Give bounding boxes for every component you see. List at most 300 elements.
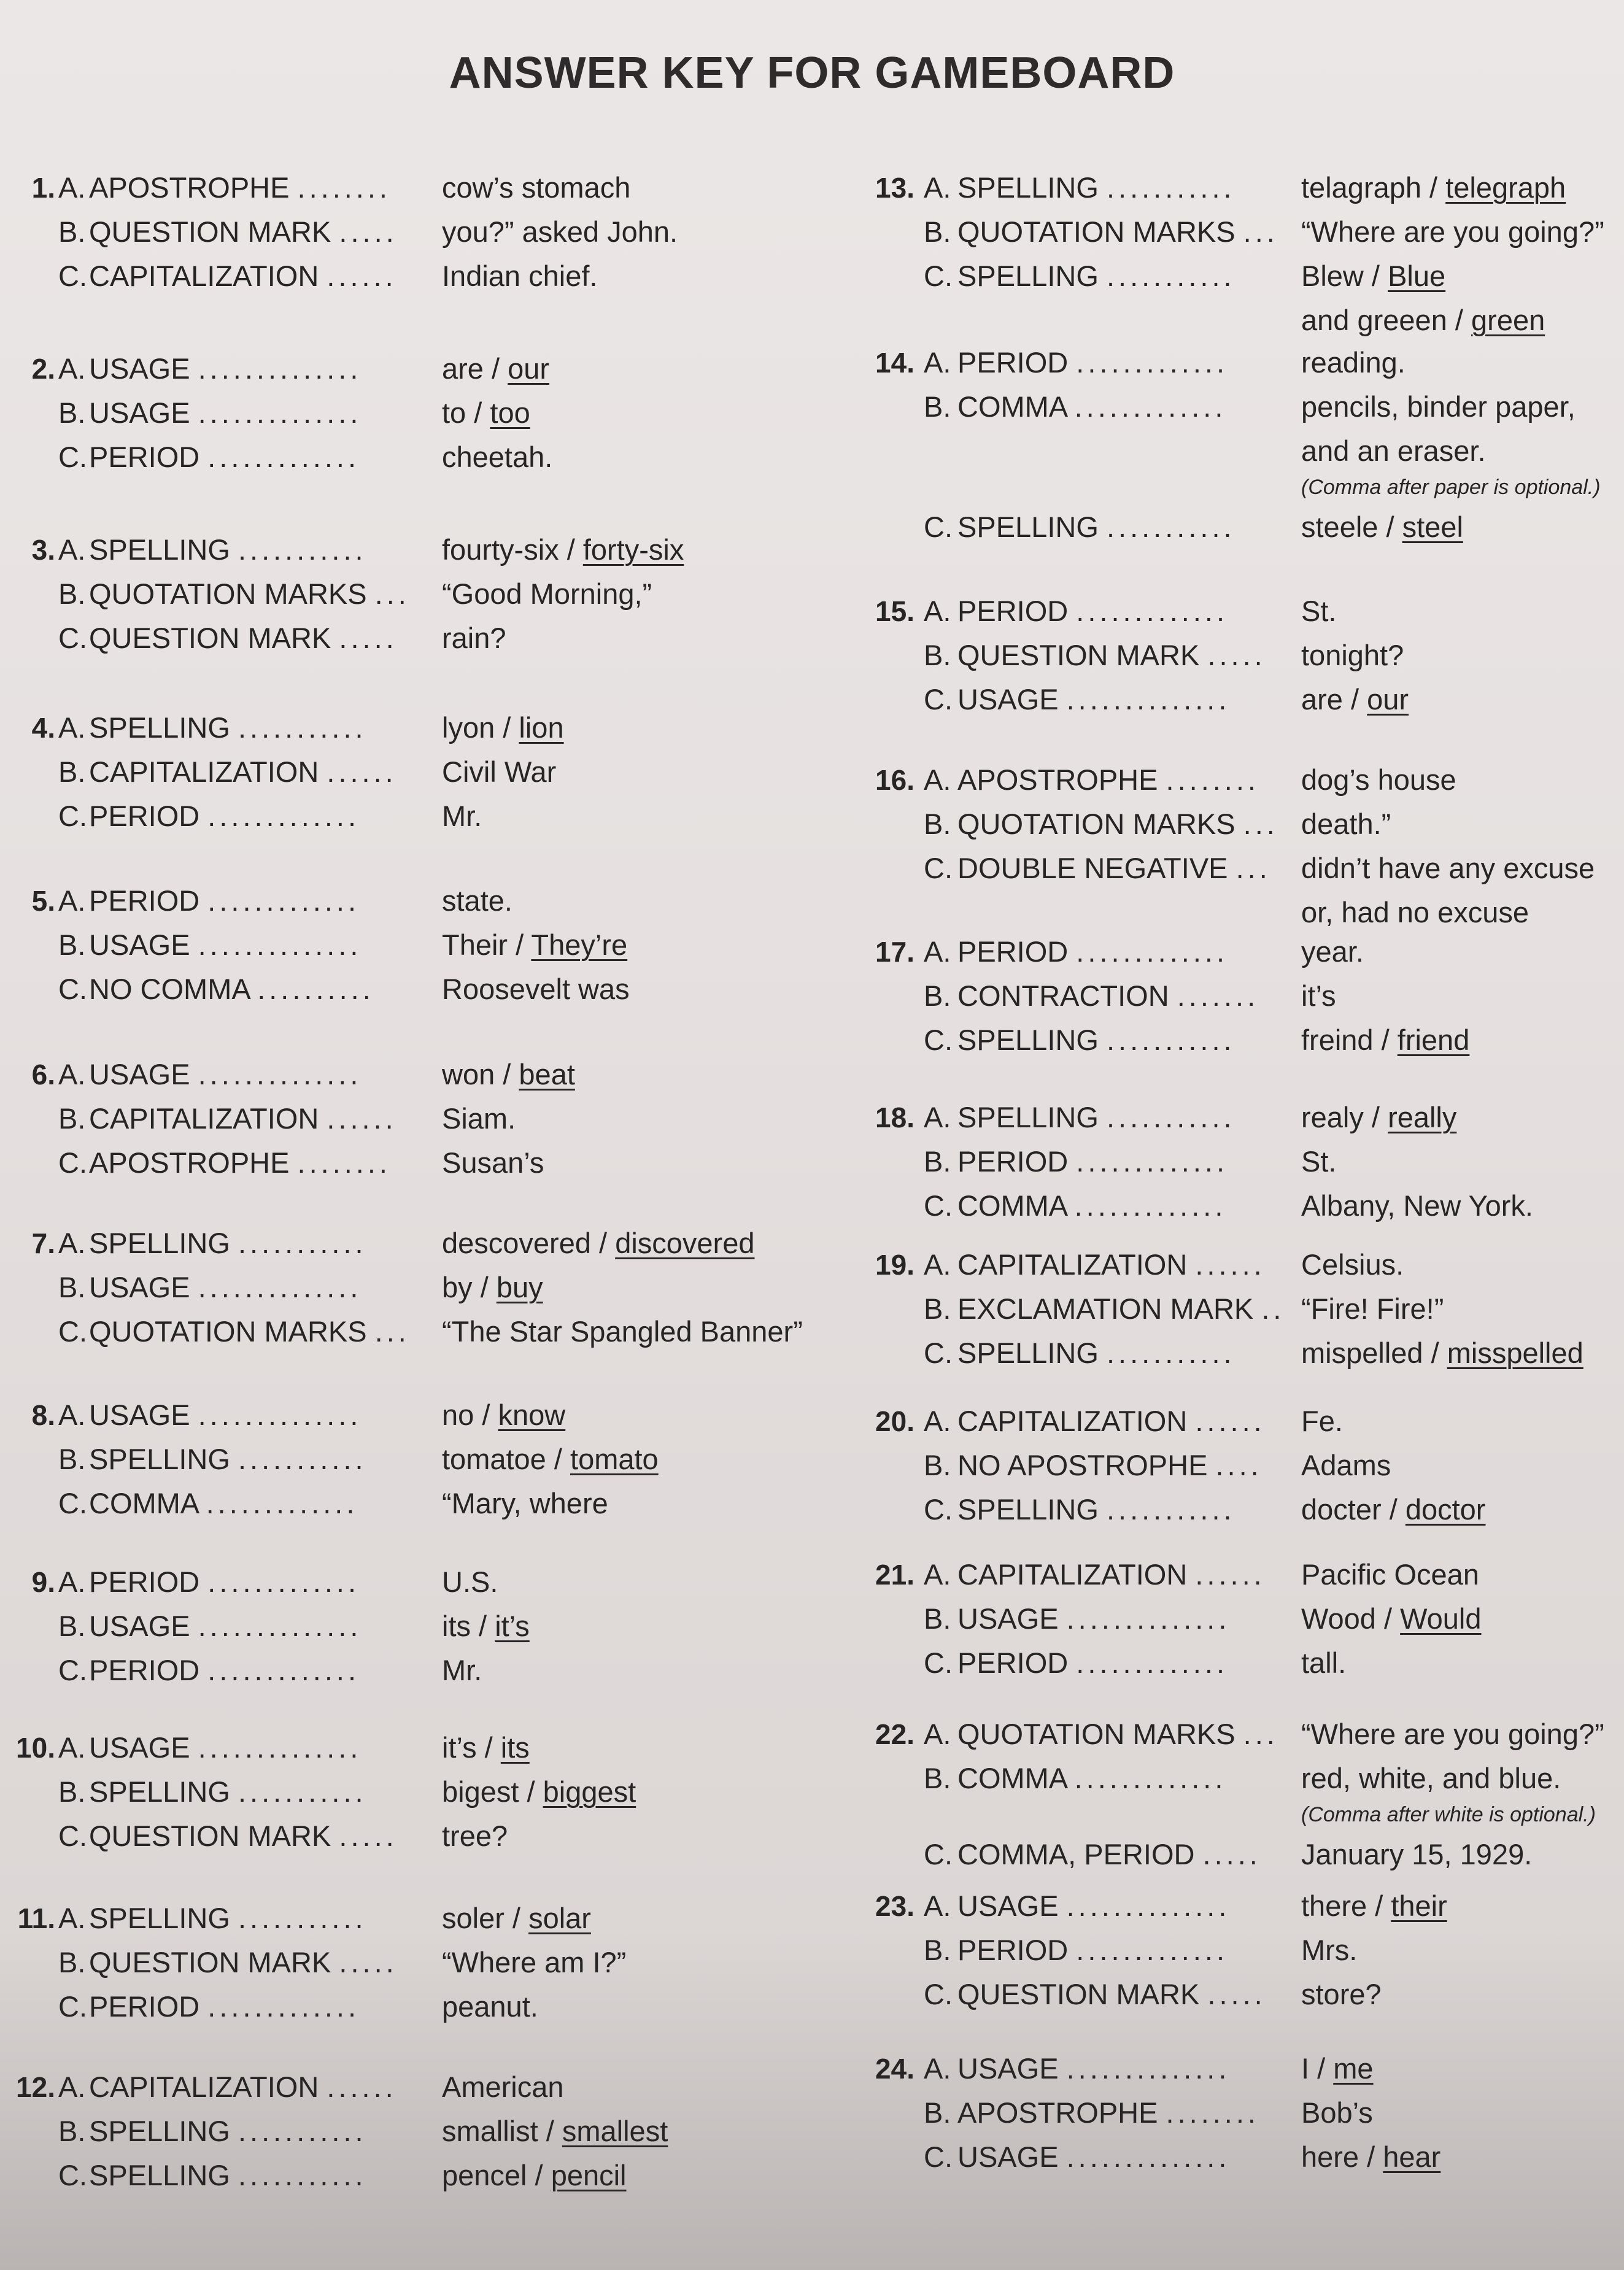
- part-answer: [1301, 1018, 1469, 1062]
- part-letter: A.: [58, 1565, 86, 1598]
- dot-leader: ...: [1243, 215, 1278, 248]
- part-answer: [1301, 1756, 1561, 1801]
- answer-row: [0, 1018, 1470, 1062]
- part-letter: B.: [58, 1102, 86, 1135]
- part-letter: A.: [58, 171, 86, 204]
- dot-leader: .............: [206, 1487, 358, 1519]
- category-label: CAPITALIZATION: [89, 2071, 319, 2103]
- dot-leader: ......: [327, 2071, 397, 2103]
- category-label: PERIOD: [957, 346, 1069, 379]
- category-label: SPELLING: [957, 1337, 1099, 1369]
- part-category: [957, 166, 1235, 210]
- category-label: SPELLING: [89, 2115, 230, 2147]
- part-category: [957, 1018, 1235, 1062]
- category-label: USAGE: [89, 1731, 190, 1764]
- dot-leader: ...: [374, 577, 410, 610]
- part-answer: [1301, 1928, 1357, 1972]
- category-label: QUOTATION MARKS: [957, 1718, 1235, 1750]
- part-letter: B.: [924, 1934, 951, 1966]
- part-answer: [1301, 1641, 1346, 1685]
- slash-separator: /: [1363, 260, 1388, 292]
- part-category: [957, 1331, 1235, 1375]
- dot-leader: ..............: [1066, 683, 1231, 716]
- category-label: CAPITALIZATION: [957, 1558, 1188, 1591]
- part-answer: [1301, 974, 1336, 1018]
- part-letter: B.: [924, 215, 951, 248]
- slash-separator: /: [472, 1271, 497, 1303]
- answer-text: it’s: [1301, 979, 1336, 1012]
- category-label: QUESTION MARK: [957, 1978, 1200, 2010]
- answer-text: “Where am I?”: [442, 1946, 627, 1979]
- part-letter: C.: [58, 622, 87, 654]
- category-label: PERIOD: [89, 441, 200, 473]
- category-label: USAGE: [957, 1890, 1059, 1922]
- misspelled-word: telagraph: [1301, 171, 1421, 204]
- category-label: CAPITALIZATION: [957, 1405, 1188, 1437]
- slash-separator: /: [1447, 304, 1472, 336]
- answer-row: [0, 1488, 1486, 1532]
- category-label: SPELLING: [89, 711, 230, 744]
- part-letter: B.: [924, 1145, 951, 1178]
- category-label: COMMA: [957, 1762, 1067, 1794]
- answer-text: store?: [1301, 1978, 1382, 2010]
- dot-leader: .............: [207, 800, 360, 832]
- category-label: SPELLING: [89, 533, 230, 566]
- category-label: QUESTION MARK: [89, 1820, 331, 1852]
- part-answer: [1301, 1443, 1391, 1488]
- dot-leader: ...........: [1106, 260, 1235, 292]
- correct-word: their: [1391, 1890, 1447, 1922]
- part-letter: B.: [58, 396, 86, 429]
- answer-text: “The Star Spangled Banner”: [442, 1315, 803, 1348]
- answer-text: Siam.: [442, 1102, 516, 1135]
- dot-leader: .............: [1074, 1189, 1227, 1222]
- answer-row: [0, 678, 1409, 722]
- correct-word: buy: [496, 1271, 543, 1303]
- item-number: 17.: [875, 936, 914, 968]
- part-letter: B.: [58, 1946, 86, 1979]
- part-answer: [1301, 385, 1576, 429]
- part-letter: B.: [58, 2115, 86, 2147]
- misspelled-word: by: [442, 1271, 473, 1303]
- correct-word: me: [1333, 2052, 1374, 2085]
- part-answer: [1301, 589, 1336, 633]
- part-category: [957, 1597, 1230, 1641]
- part-letter: A.: [924, 595, 951, 627]
- dot-leader: ...........: [238, 1227, 367, 1259]
- part-answer: [1301, 341, 1406, 385]
- correct-word: our: [508, 352, 550, 385]
- answer-text: “Where are you going?”: [1301, 215, 1604, 248]
- slash-separator: /: [1378, 511, 1402, 543]
- category-label: QUOTATION MARKS: [957, 215, 1235, 248]
- part-letter: C.: [58, 800, 87, 832]
- dot-leader: ..............: [198, 1058, 362, 1091]
- part-letter: B.: [924, 2096, 951, 2129]
- part-letter: B.: [924, 808, 951, 840]
- part-letter: C.: [58, 441, 87, 473]
- category-label: SPELLING: [957, 171, 1099, 204]
- part-letter: C.: [924, 683, 953, 716]
- part-letter: C.: [58, 1990, 87, 2023]
- part-answer: [1301, 930, 1364, 974]
- misspelled-word: tomatoe: [442, 1443, 546, 1475]
- category-label: CAPITALIZATION: [89, 1102, 319, 1135]
- continuation-prefix: and: [1301, 304, 1350, 336]
- correct-word: smallest: [562, 2115, 668, 2147]
- category-label: SPELLING: [957, 260, 1099, 292]
- answer-text: Pacific Ocean: [1301, 1558, 1479, 1591]
- part-letter: C.: [58, 1146, 87, 1179]
- part-category: [957, 1140, 1228, 1184]
- category-label: APOSTROPHE: [957, 763, 1158, 796]
- category-label: PERIOD: [957, 595, 1069, 627]
- correct-word: misspelled: [1447, 1337, 1583, 1369]
- dot-leader: ...........: [1106, 1024, 1235, 1056]
- category-label: SPELLING: [89, 1443, 230, 1475]
- answer-row: [0, 846, 1595, 890]
- misspelled-word: here: [1301, 2141, 1359, 2173]
- part-letter: A.: [58, 1731, 86, 1764]
- dot-leader: .............: [207, 441, 360, 473]
- misspelled-word: fourty-six: [442, 533, 559, 566]
- part-letter: C.: [58, 1487, 87, 1519]
- part-answer: [1301, 254, 1445, 298]
- dot-leader: .............: [1076, 1934, 1229, 1966]
- misspelled-word: greeen: [1357, 304, 1447, 336]
- part-letter: C.: [924, 260, 953, 292]
- item-number: 4.: [31, 712, 55, 744]
- answer-text: Civil War: [442, 755, 557, 788]
- part-answer: [1301, 1884, 1447, 1928]
- part-category: [957, 758, 1259, 802]
- part-letter: B.: [924, 1449, 951, 1481]
- misspelled-word: realy: [1301, 1101, 1364, 1133]
- answer-text: reading.: [1301, 346, 1406, 379]
- category-label: SPELLING: [957, 511, 1099, 543]
- category-label: USAGE: [89, 1399, 190, 1431]
- dot-leader: ...: [1243, 808, 1278, 840]
- slash-separator: /: [1373, 1024, 1398, 1056]
- dot-leader: ...........: [1106, 1493, 1235, 1526]
- answer-text: January 15, 1929.: [1301, 1838, 1533, 1870]
- answer-row: [0, 802, 1391, 846]
- category-label: PERIOD: [957, 1934, 1069, 1966]
- part-letter: A.: [924, 346, 951, 379]
- category-label: APOSTROPHE: [957, 2096, 1158, 2129]
- slash-separator: /: [495, 1058, 519, 1091]
- answer-row: [0, 505, 1463, 549]
- dot-leader: ...........: [1106, 171, 1235, 204]
- part-answer: [1301, 633, 1404, 678]
- part-category: [957, 341, 1228, 385]
- dot-leader: .............: [1076, 595, 1229, 627]
- dot-leader: ...........: [238, 1443, 367, 1475]
- dot-leader: .............: [1076, 935, 1229, 968]
- part-answer: [1301, 1972, 1382, 2017]
- part-letter: A.: [58, 1227, 86, 1259]
- part-letter: A.: [58, 711, 86, 744]
- category-label: PERIOD: [89, 1990, 200, 2023]
- dot-leader: ........: [1166, 763, 1259, 796]
- item-number: 13.: [875, 172, 914, 204]
- part-letter: C.: [924, 511, 953, 543]
- category-label: CAPITALIZATION: [89, 755, 319, 788]
- dot-leader: ........: [1166, 2096, 1259, 2129]
- part-category: [957, 1712, 1278, 1756]
- answer-row: [0, 1597, 1482, 1641]
- part-letter: C.: [924, 1493, 953, 1526]
- part-letter: A.: [924, 1405, 951, 1437]
- slash-separator: /: [519, 1775, 543, 1808]
- item-number: 9.: [31, 1566, 55, 1598]
- answer-text: Albany, New York.: [1301, 1189, 1533, 1222]
- dot-leader: ......: [1195, 1558, 1266, 1591]
- part-answer: [1301, 758, 1456, 802]
- item-number: 24.: [875, 2053, 914, 2085]
- part-category: [957, 1928, 1228, 1972]
- dot-leader: ...: [1243, 1718, 1278, 1750]
- part-answer: [1301, 2091, 1373, 2135]
- answer-text: cow’s stomach: [442, 171, 631, 204]
- item-number: 5.: [31, 885, 55, 917]
- part-letter: C.: [924, 2141, 953, 2173]
- answer-text: year.: [1301, 935, 1364, 968]
- slash-separator: /: [1309, 2052, 1334, 2085]
- part-category: [957, 1832, 1261, 1877]
- answer-row: [0, 974, 1336, 1018]
- correct-word: our: [1367, 683, 1409, 716]
- part-letter: B.: [58, 215, 86, 248]
- part-category: [957, 385, 1226, 429]
- dot-leader: .............: [1076, 1145, 1229, 1178]
- part-answer: [1301, 505, 1463, 549]
- answer-text: St.: [1301, 595, 1337, 627]
- answer-text: American: [442, 2071, 564, 2103]
- misspelled-word: are: [442, 352, 484, 385]
- part-category: [957, 2047, 1230, 2091]
- misspelled-word: lyon: [442, 711, 495, 744]
- dot-leader: ...........: [1106, 511, 1235, 543]
- answer-text: Mr.: [442, 1654, 482, 1686]
- correct-word: tomato: [570, 1443, 659, 1475]
- part-category: [957, 2135, 1230, 2179]
- item-number: 23.: [875, 1890, 914, 1922]
- part-answer: [1301, 1832, 1532, 1877]
- dot-leader: ...........: [238, 711, 367, 744]
- correct-word: beat: [519, 1058, 575, 1091]
- slash-separator: /: [474, 1399, 498, 1431]
- answer-row: [0, 2135, 1441, 2179]
- correct-word: solar: [528, 1902, 591, 1934]
- correct-word: its: [500, 1731, 530, 1764]
- dot-leader: ...........: [1106, 1337, 1235, 1369]
- part-letter: C.: [58, 1315, 87, 1348]
- slash-separator: /: [538, 2115, 562, 2147]
- dot-leader: .....: [339, 1820, 398, 1852]
- slash-separator: /: [1423, 1337, 1447, 1369]
- slash-separator: /: [1421, 171, 1446, 204]
- part-letter: C.: [924, 1337, 953, 1369]
- part-letter: B.: [924, 1602, 951, 1635]
- item-number: 20.: [875, 1405, 914, 1437]
- misspelled-word: soler: [442, 1902, 505, 1934]
- part-answer: [1301, 2047, 1374, 2091]
- part-letter: B.: [58, 755, 86, 788]
- dot-leader: ..: [1261, 1292, 1285, 1325]
- part-category: [957, 1095, 1235, 1140]
- dot-leader: ..............: [198, 1610, 362, 1642]
- category-label: USAGE: [957, 2052, 1059, 2085]
- part-answer: [1301, 1331, 1583, 1375]
- part-category: [957, 2091, 1259, 2135]
- misspelled-word: docter: [1301, 1493, 1382, 1526]
- answer-text: Bob’s: [1301, 2096, 1373, 2129]
- part-letter: C.: [58, 1820, 87, 1852]
- part-category: [957, 802, 1278, 846]
- part-category: [957, 846, 1271, 890]
- optional-note: (Comma after white is optional.): [1301, 1803, 1596, 1826]
- item-number: 16.: [875, 764, 914, 796]
- correct-word: really: [1388, 1101, 1457, 1133]
- dot-leader: .............: [207, 1654, 360, 1686]
- part-answer: [1301, 1712, 1604, 1756]
- part-letter: C.: [924, 1024, 953, 1056]
- answer-text: Fe.: [1301, 1405, 1343, 1437]
- category-label: SPELLING: [89, 2159, 230, 2191]
- dot-leader: ...........: [238, 1902, 367, 1934]
- part-letter: C.: [924, 1189, 953, 1222]
- part-answer: [1301, 802, 1391, 846]
- optional-note: (Comma after paper is optional.): [1301, 476, 1601, 499]
- part-category: [957, 1756, 1226, 1801]
- category-label: USAGE: [89, 928, 190, 961]
- answer-row: [0, 1184, 1533, 1228]
- part-letter: B.: [58, 1610, 86, 1642]
- part-letter: A.: [924, 763, 951, 796]
- category-label: QUESTION MARK: [89, 1946, 331, 1979]
- slash-separator: /: [546, 1443, 571, 1475]
- slash-separator: /: [1375, 1602, 1401, 1635]
- part-letter: A.: [58, 352, 86, 385]
- part-answer: [1301, 1553, 1479, 1597]
- category-label: QUESTION MARK: [89, 622, 331, 654]
- answer-row: [0, 435, 767, 479]
- answer-text: death.”: [1301, 808, 1391, 840]
- slash-separator: /: [466, 396, 490, 429]
- part-letter: A.: [924, 2052, 951, 2085]
- dot-leader: ...: [1235, 852, 1271, 884]
- slash-separator: /: [483, 352, 508, 385]
- category-label: PERIOD: [89, 884, 200, 917]
- dot-leader: ..............: [1066, 2141, 1231, 2173]
- part-letter: B.: [58, 1443, 86, 1475]
- answer-row: [0, 1443, 1391, 1488]
- category-label: QUOTATION MARKS: [957, 808, 1235, 840]
- answer-text: tonight?: [1301, 639, 1404, 671]
- part-letter: B.: [924, 1762, 951, 1794]
- misspelled-word: Blew: [1301, 260, 1364, 292]
- misspelled-word: there: [1301, 1890, 1367, 1922]
- slash-separator: /: [1367, 1890, 1391, 1922]
- correct-word: friend: [1397, 1024, 1470, 1056]
- correct-word: Blue: [1388, 260, 1446, 292]
- part-letter: A.: [58, 533, 86, 566]
- part-category: [957, 1972, 1266, 2017]
- part-answer: [1301, 1399, 1343, 1443]
- dot-leader: .............: [1074, 390, 1227, 423]
- dot-leader: ......: [327, 755, 397, 788]
- answer-text: Susan’s: [442, 1146, 544, 1179]
- answer-text: Celsius.: [1301, 1248, 1404, 1281]
- answer-text: state.: [442, 884, 512, 917]
- correct-word: know: [498, 1399, 566, 1431]
- part-category: [957, 930, 1228, 974]
- part-letter: A.: [924, 1101, 951, 1133]
- part-category: [957, 974, 1259, 1018]
- item-number: 22.: [875, 1718, 914, 1750]
- part-category: [957, 1884, 1230, 1928]
- dot-leader: ...........: [238, 533, 367, 566]
- correct-word: too: [490, 396, 530, 429]
- answer-text: cheetah.: [442, 441, 553, 473]
- part-category: [957, 1553, 1266, 1597]
- category-label: NO APOSTROPHE: [957, 1449, 1208, 1481]
- misspelled-word: pencel: [442, 2159, 527, 2191]
- answer-text: tree?: [442, 1820, 508, 1852]
- category-label: COMMA: [957, 390, 1067, 423]
- misspelled-word: I: [1301, 2052, 1310, 2085]
- part-letter: B.: [58, 577, 86, 610]
- misspelled-word: bigest: [442, 1775, 519, 1808]
- misspelled-word: it’s: [442, 1731, 477, 1764]
- correct-word: lion: [519, 711, 564, 744]
- part-category: [957, 1488, 1235, 1532]
- answer-text: “Mary, where: [442, 1487, 608, 1519]
- slash-separator: /: [1363, 1101, 1388, 1133]
- answer-text: rain?: [442, 622, 506, 654]
- answer-text: pencils, binder paper,: [1301, 390, 1576, 423]
- dot-leader: ......: [1195, 1248, 1266, 1281]
- part-letter: A.: [924, 1558, 951, 1591]
- dot-leader: .....: [1207, 639, 1266, 671]
- part-letter: B.: [924, 1292, 951, 1325]
- part-letter: A.: [58, 884, 86, 917]
- part-letter: C.: [58, 1654, 87, 1686]
- answer-text: didn’t have any excuse: [1301, 852, 1595, 884]
- slash-separator: /: [1342, 683, 1367, 716]
- category-label: DOUBLE NEGATIVE: [957, 852, 1228, 884]
- part-letter: B.: [924, 390, 951, 423]
- category-label: CONTRACTION: [957, 979, 1169, 1012]
- category-label: SPELLING: [89, 1227, 230, 1259]
- answer-row: [0, 633, 1404, 678]
- part-letter: C.: [58, 973, 87, 1005]
- category-label: PERIOD: [957, 1647, 1069, 1679]
- part-letter: B.: [58, 1775, 86, 1808]
- answer-row: [0, 1832, 1533, 1877]
- answer-text: red, white, and blue.: [1301, 1762, 1561, 1794]
- part-letter: A.: [58, 2071, 86, 2103]
- dot-leader: .....: [339, 1946, 398, 1979]
- category-label: PERIOD: [89, 1654, 200, 1686]
- part-answer: [1301, 846, 1595, 890]
- part-letter: A.: [924, 935, 951, 968]
- answer-continuation: and an eraser.: [1301, 434, 1486, 467]
- dot-leader: ..............: [198, 396, 362, 429]
- correct-word: steel: [1402, 511, 1463, 543]
- dot-leader: .............: [1076, 1647, 1229, 1679]
